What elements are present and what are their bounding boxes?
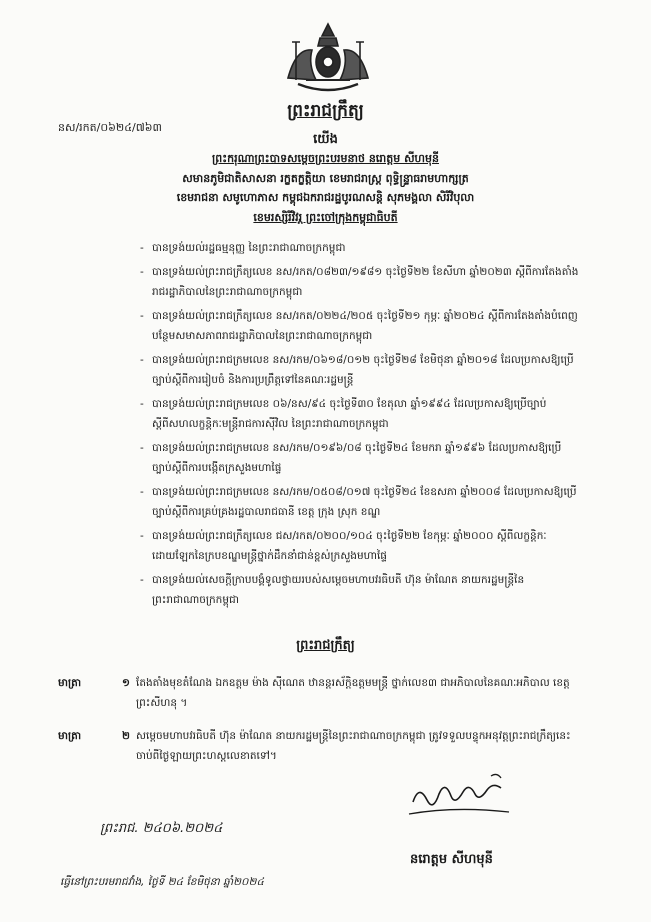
king-title-line-2: សមានភូមិជាតិសាសនា រក្ខតក្ខត្តិយា ខេមរាជរាស្ត្រ ពុទ្ធិន្ទ្រាធរាមហាក្សត្រ xyxy=(182,172,469,185)
article-label: មាត្រា xyxy=(58,677,82,689)
article-number: ១ xyxy=(122,677,130,689)
king-title-line-4: ខេមរស្សិរីវិវរ្ត ព្រះចៅក្រុងកម្ពុជាធិបតី xyxy=(253,211,398,224)
king-title-line-3: ខេមរាជនា សមូហោភាស កម្ពុជឯករាជរដ្ឋបូរណសន្តិ សុភមង្គលា សិរីវិបុលា xyxy=(176,191,475,204)
article-label: មាត្រា xyxy=(58,730,82,742)
visa-item: - បានទ្រង់យល់រដ្ឋធម្មនុញ្ញ នៃព្រះរាជាណាចក្រកម្ពុជា xyxy=(140,238,580,259)
article-text: សម្តេចមហាបវរធិបតី ហ៊ុន ម៉ាណែត នាយករដ្ឋមន្ត្រីនៃព្រះរាជាណាចក្រកម្ពុជា ត្រូវទទួលបន្ទុកអនុវត្តព្រះរាជក្រឹត្យនេះ ចាប់ពីថ្ងៃឡាយព្រះហស្តលេខាតទៅ។ xyxy=(136,730,571,762)
king-title-line-1: ព្រះករុណាព្រះបាទសម្តេចព្រះបរមនាថ នរោត្តម សីហមុនី xyxy=(212,152,439,165)
handwritten-date: ព្រះរាជ. ២៤០៦.២០២៤ xyxy=(100,821,223,836)
reference-number: នស/រកត/០៦២៤/៧៦៣ xyxy=(58,121,162,134)
signature-scribble xyxy=(405,770,515,822)
visa-item: - បានទ្រង់យល់ព្រះរាជក្រឹត្យលេខ នស/រកត/០២២៤/២០៥ ចុះថ្ងៃទី២១ កុម្ភៈ ឆ្នាំ២០២៤ ស្តីពីការតែងតាំងបំពេញបន្ថែមសមាសភាពរាជរដ្ឋាភិបាលនៃព្រះរាជាណាចក្រកម្ពុជា xyxy=(140,306,580,347)
visa-item: - បានទ្រង់យល់ព្រះរាជក្រមលេខ ០៦/នស/៩៤ ចុះថ្ងៃទី៣០ ខែតុលា ឆ្នាំ១៩៩៤ ដែលប្រកាសឱ្យប្រើច្បាប់ស្តីពីសហលក្ខន្តិកៈមន្ត្រីរាជការស៊ីវិល នៃព្រះរាជាណាចក្រកម្ពុជា xyxy=(140,394,580,435)
article-text: តែងតាំងមុខតំណែង ឯកឧត្តម ម៉ាង ស៊ីណេត ឋានន្តរស័ក្តិឧត្តមមន្ត្រី ថ្នាក់លេខ៣ ជាអភិបាលនៃគណៈអភិបាល ខេត្តព្រះសីហនុ ។ xyxy=(136,677,570,709)
decree-heading: ព្រះរាជក្រឹត្យ xyxy=(296,638,355,653)
signatory-name: នរោត្តម សីហមុនី xyxy=(410,852,493,867)
heading-yeung: យើង xyxy=(313,132,338,147)
place-and-date: ធ្វើនៅព្រះបរមរាជវាំង, ថ្ងៃទី ២៤ ខែមិថុនា ឆ្នាំ២០២៤ xyxy=(60,876,264,888)
article-number: ២ xyxy=(122,730,130,742)
visa-item: - បានទ្រង់យល់សេចក្តីក្រាបបង្គំទូលថ្វាយរបស់សម្តេចមហាបវរធិបតី ហ៊ុន ម៉ាណែត នាយករដ្ឋមន្ត្រីនៃព្រះរាជាណាចក្រកម្ពុជា xyxy=(140,570,580,611)
article-2 xyxy=(58,726,578,766)
royal-coat-of-arms-icon xyxy=(278,22,378,96)
visa-item: - បានទ្រង់យល់ព្រះរាជក្រឹត្យលេខ ជស/រកត/០២០០/១០៤ ចុះថ្ងៃទី២២ ខែកុម្ភៈ ឆ្នាំ២០០០ ស្តីពីលក្ខន្តិកៈដោយឡែកនៃក្របខណ្ឌមន្ត្រីថ្នាក់ដឹកនាំជាន់ខ្ពស់ក្រសួងមហាផ្ទៃ xyxy=(140,526,580,567)
document-title: ព្រះរាជក្រឹត្យ xyxy=(287,101,364,121)
article-1 xyxy=(58,673,578,713)
visa-list xyxy=(140,238,580,614)
visa-item: - បានទ្រង់យល់ព្រះរាជក្រមលេខ នស/រកម/០៥០៨/០១៧ ចុះថ្ងៃទី២៤ ខែឧសភា ឆ្នាំ២០០៨ ដែលប្រកាសឱ្យប្រើច្បាប់ស្តីពីការគ្រប់គ្រងរដ្ឋបាលរាជធានី ខេត្ត ក្រុង ស្រុក ខណ្ឌ xyxy=(140,482,580,523)
visa-item: - បានទ្រង់យល់ព្រះរាជក្រមលេខ នស/រកម/០៦១៨/០១២ ចុះថ្ងៃទី២៨ ខែមិថុនា ឆ្នាំ២០១៨ ដែលប្រកាសឱ្យប្រើច្បាប់ស្តីពីការរៀបចំ និងការប្រព្រឹត្តទៅនៃគណៈរដ្ឋមន្ត្រី xyxy=(140,350,580,391)
visa-item: - បានទ្រង់យល់ព្រះរាជក្រឹត្យលេខ នស/រកត/០៨២៣/១៩៨១ ចុះថ្ងៃទី២២ ខែសីហា ឆ្នាំ២០២៣ ស្តីពីការតែងតាំងរាជរដ្ឋាភិបាលនៃព្រះរាជាណាចក្រកម្ពុជា xyxy=(140,262,580,303)
visa-item: - បានទ្រង់យល់ព្រះរាជក្រមលេខ នស/រកម/០១៩៦/០៨ ចុះថ្ងៃទី២៤ ខែមករា ឆ្នាំ១៩៩៦ ដែលប្រកាសឱ្យប្រើច្បាប់ស្តីពីការបង្កើតក្រសួងមហាផ្ទៃ xyxy=(140,438,580,479)
